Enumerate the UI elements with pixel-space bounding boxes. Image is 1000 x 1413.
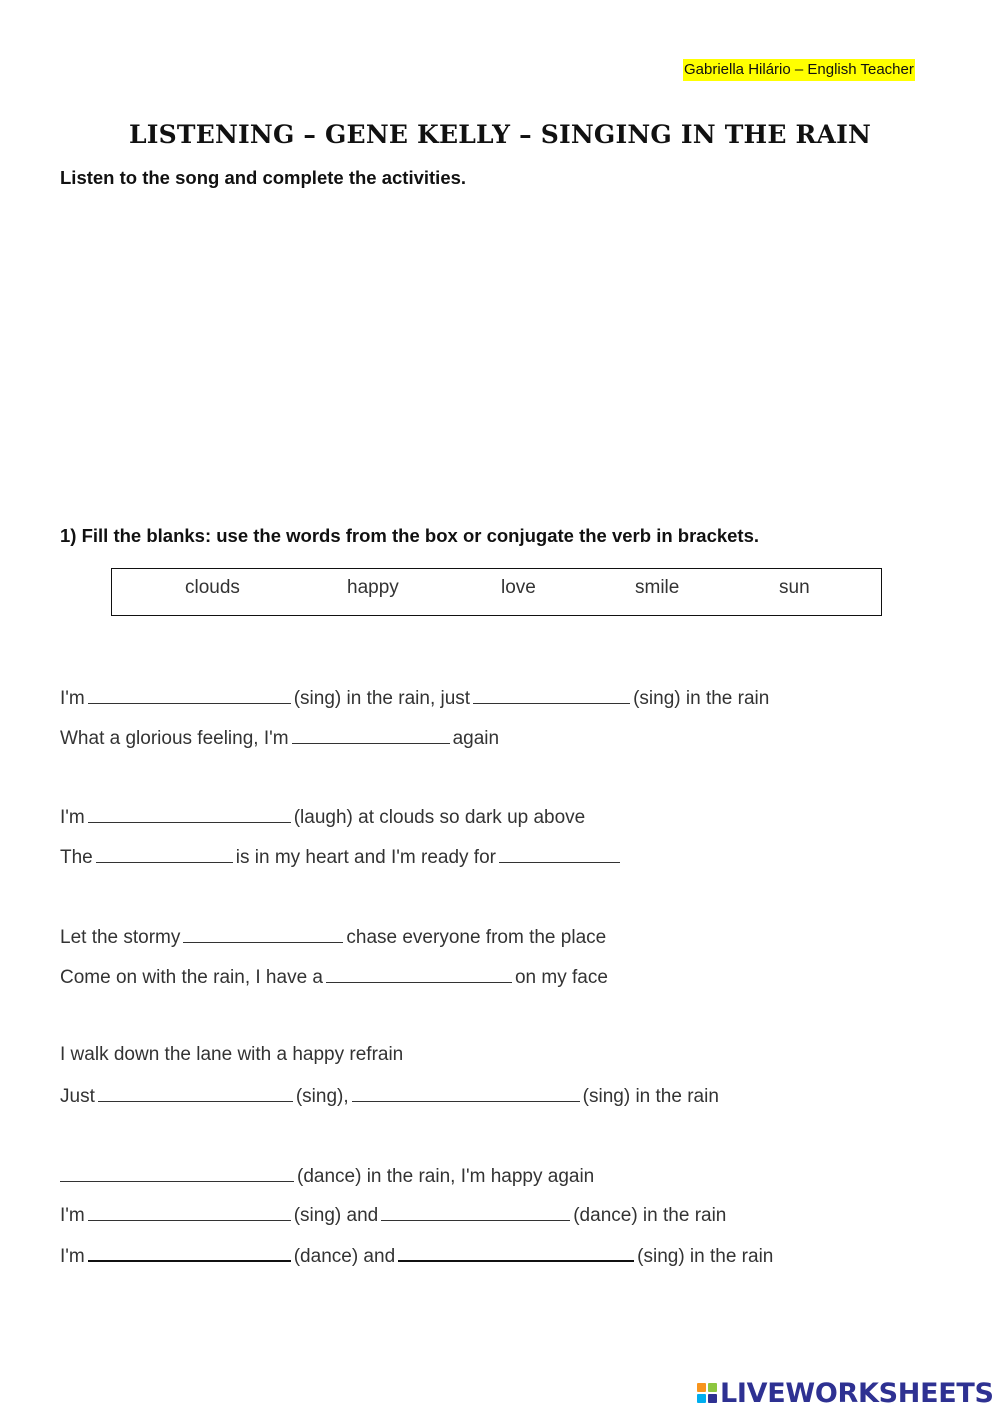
lyric-text: I'm <box>60 688 85 709</box>
lyric-text: (dance) in the rain <box>573 1205 727 1226</box>
blank-field[interactable] <box>88 804 291 823</box>
logo-square <box>708 1394 717 1403</box>
blank-field[interactable] <box>183 924 343 943</box>
lyric-line <box>60 924 606 950</box>
blank-field[interactable] <box>88 1242 291 1262</box>
word-box-item: clouds <box>185 577 240 598</box>
lyric-line <box>60 685 769 711</box>
word-box <box>111 568 882 616</box>
lyric-line <box>60 804 585 830</box>
logo-square <box>697 1383 706 1392</box>
lyric-text: (dance) and <box>293 1246 396 1267</box>
lyric-text: Come on with the rain, I have a <box>60 967 323 988</box>
blank-field[interactable] <box>292 725 450 744</box>
lyric-text: (dance) in the rain, I'm happy again <box>297 1166 595 1187</box>
lyric-text: I'm <box>60 1246 85 1267</box>
logo-text: LIVEWORKSHEETS <box>720 1377 994 1409</box>
blank-field[interactable] <box>60 1163 294 1182</box>
liveworksheets-logo <box>697 1375 994 1411</box>
lyric-line <box>60 844 623 870</box>
lyric-line <box>60 1083 719 1109</box>
lyric-text: is in my heart and I'm ready for <box>235 847 496 868</box>
teacher-credit: Gabriella Hilário – English Teacher <box>683 59 915 81</box>
lyric-text: again <box>452 728 500 749</box>
lyric-text: I walk down the lane with a happy refrain <box>60 1044 404 1065</box>
exercise-heading: 1) Fill the blanks: use the words from the box or conjugate the verb in brackets. <box>60 525 760 546</box>
blank-field[interactable] <box>326 964 512 983</box>
lyric-text: on my face <box>514 967 608 988</box>
word-box-item: love <box>501 577 536 598</box>
blank-field[interactable] <box>352 1083 580 1102</box>
lyric-line <box>60 1163 594 1189</box>
lyric-text: (sing) in the rain <box>582 1086 719 1107</box>
lyric-text: The <box>60 847 93 868</box>
lyric-text: (sing), <box>295 1086 349 1107</box>
instruction-text: Listen to the song and complete the activities. <box>60 167 467 188</box>
blank-field[interactable] <box>88 1202 291 1221</box>
blank-field[interactable] <box>98 1083 293 1102</box>
lyric-text: (laugh) at clouds so dark up above <box>293 807 586 828</box>
lyric-line <box>60 1043 403 1067</box>
logo-square <box>708 1383 717 1392</box>
lyric-text: (sing) in the rain, just <box>293 688 471 709</box>
lyric-text: (sing) in the rain <box>637 1246 774 1267</box>
lyric-text: (sing) in the rain <box>633 688 770 709</box>
word-box-item: happy <box>347 577 399 598</box>
word-box-item: smile <box>635 577 680 598</box>
lyric-text: chase everyone from the place <box>346 927 607 948</box>
blank-field[interactable] <box>96 844 233 863</box>
blank-field[interactable] <box>381 1202 570 1221</box>
lyric-line <box>60 1242 773 1269</box>
logo-icon <box>697 1383 717 1403</box>
blank-field[interactable] <box>473 685 630 704</box>
lyric-line <box>60 964 608 990</box>
lyric-line <box>60 725 499 751</box>
lyric-text: I'm <box>60 1205 85 1226</box>
lyric-text: Let the stormy <box>60 927 181 948</box>
page-title: LISTENING – GENE KELLY – SINGING IN THE RAIN <box>128 120 872 149</box>
lyric-text: (sing) and <box>293 1205 379 1226</box>
blank-field[interactable] <box>499 844 620 863</box>
lyric-line <box>60 1202 726 1228</box>
lyric-text: I'm <box>60 807 85 828</box>
lyric-text: Just <box>60 1086 95 1107</box>
blank-field[interactable] <box>88 685 291 704</box>
word-box-item: sun <box>779 577 810 598</box>
lyric-text: What a glorious feeling, I'm <box>60 728 289 749</box>
logo-square <box>697 1394 706 1403</box>
blank-field[interactable] <box>398 1242 634 1262</box>
